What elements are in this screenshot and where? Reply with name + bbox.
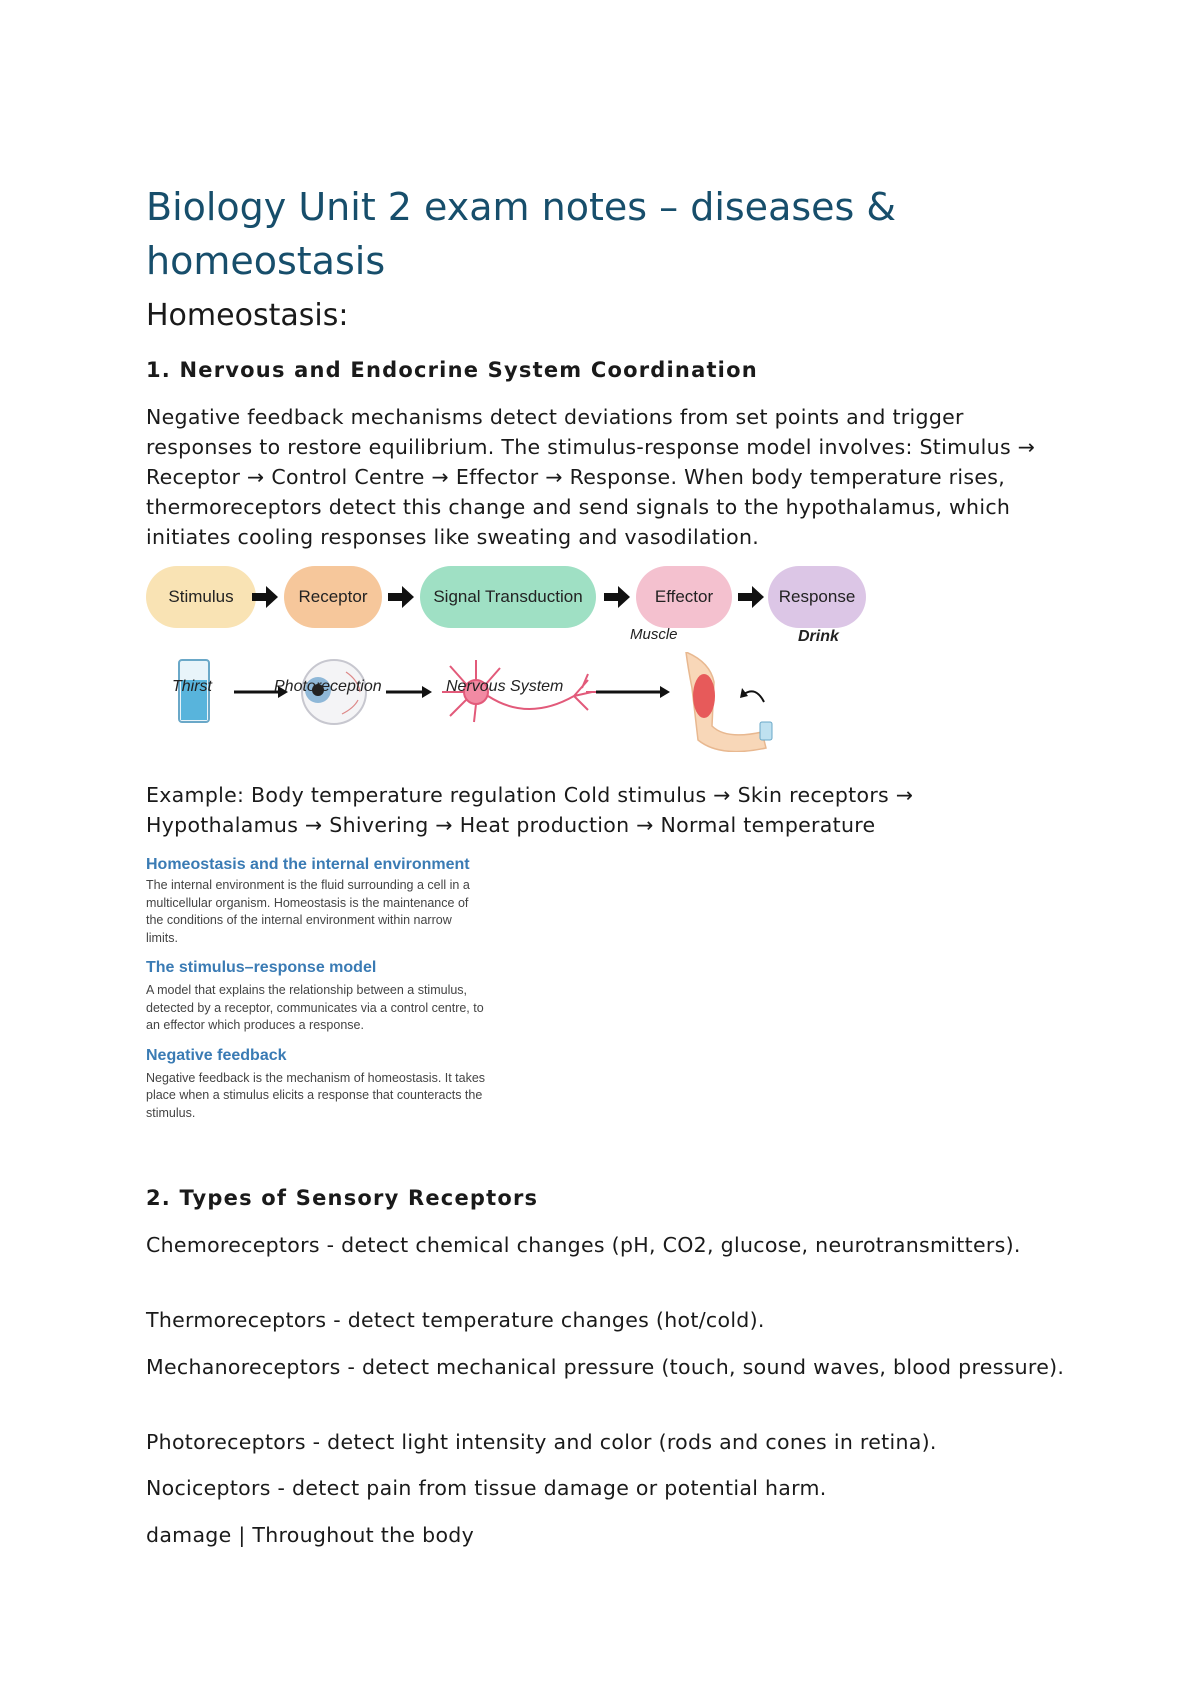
caption-drink: Drink [798,628,839,645]
excerpt-text-internal-environment: The internal environment is the fluid surrounding a cell in a multicellular organism. Homeostasis is the maintenance of the conditions of the internal environment within narrow limits. [146,878,470,945]
subsection-heading-2: 2. Types of Sensory Receptors [146,1186,539,1210]
step-effector: Effector [636,566,732,628]
paragraph-feedback: Negative feedback mechanisms detect deviations from set points and trigger responses to restore equilibrium. The stimulus-response model involves: Stimulus → Receptor → Control Centre → Effector → Response. When body temperature rises, thermoreceptors detect this change and send signals to the hypothalamus, which initiates cooling responses like sweating and vasodilation. [146,405,1036,549]
caption-photoreception: Photoreception [274,678,382,695]
stimulus-response-diagram [146,566,866,766]
arm-muscle-icon [686,652,772,752]
document-title: Biology Unit 2 exam notes – diseases & homeostasis [146,185,897,283]
arrow-icon [252,586,278,608]
excerpt-heading-internal-environment: Homeostasis and the internal environment [146,856,470,873]
step-response: Response [768,566,866,628]
receptor-item-nociceptors: Nociceptors - detect pain from tissue damage or potential harm. [146,1476,827,1500]
thirst-example-illustration [146,652,866,752]
example-paragraph: Example: Body temperature regulation Cold stimulus → Skin receptors → Hypothalamus → Shivering → Heat production → Normal temperature [146,783,914,837]
excerpt-heading-stimulus-response: The stimulus–response model [146,959,377,976]
arrow-icon [388,586,414,608]
receptor-item-thermoreceptors: Thermoreceptors - detect temperature changes (hot/cold). [146,1308,765,1332]
caption-thirst: Thirst [172,678,212,695]
receptor-item-trailing: damage | Throughout the body [146,1523,475,1547]
excerpt-heading-negative-feedback: Negative feedback [146,1046,287,1064]
caption-nervous-system: Nervous System [446,678,564,695]
receptor-item-photoreceptors: Photoreceptors - detect light intensity and color (rods and cones in retina). [146,1430,937,1454]
excerpt-text-stimulus-response: A model that explains the relationship between a stimulus, detected by a receptor, communicates via a control centre, to an effector which produces a response. [146,983,484,1032]
caption-muscle: Muscle [630,626,678,643]
textbook-excerpt-image [146,856,486,1164]
subsection-heading-1: 1. Nervous and Endocrine System Coordination [146,358,758,382]
arrow-icon [738,586,764,608]
section-heading: Homeostasis: [146,298,349,333]
step-stimulus: Stimulus [146,566,256,628]
step-signal-transduction: Signal Transduction [420,566,596,628]
arrow-icon [604,586,630,608]
step-receptor: Receptor [284,566,382,628]
excerpt-text-negative-feedback: Negative feedback is the mechanism of homeostasis. It takes place when a stimulus elicits a response that counteracts the stimulus. [146,1070,486,1120]
receptor-item-chemoreceptors: Chemoreceptors - detect chemical changes (pH, CO2, glucose, neurotransmitters). [146,1233,1021,1257]
receptor-item-mechanoreceptors: Mechanoreceptors - detect mechanical pressure (touch, sound waves, blood pressure). [146,1355,1065,1379]
